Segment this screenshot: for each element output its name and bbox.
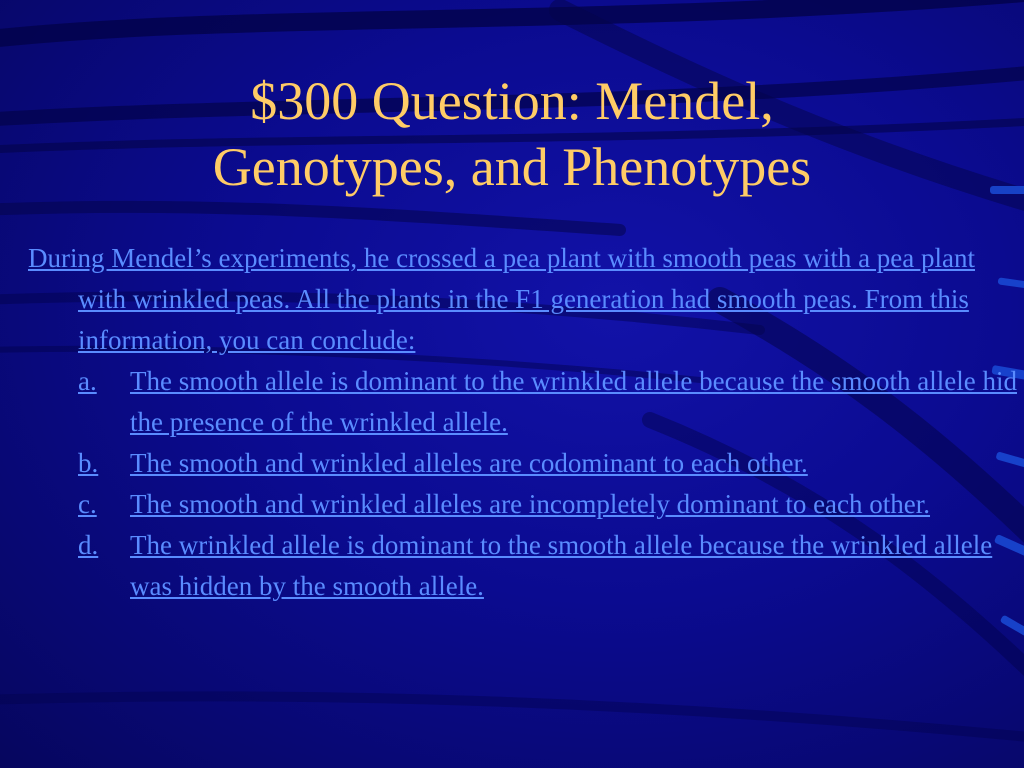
question-paragraph	[28, 238, 1018, 361]
option-b-letter[interactable]: b.	[78, 448, 99, 478]
option-c-text[interactable]: The smooth and wrinkled alleles are incompletely dominant to each other.	[130, 489, 931, 519]
answer-option-b	[78, 443, 1018, 484]
option-a-letter[interactable]: a.	[78, 366, 97, 396]
title-line-2: Genotypes, and Phenotypes	[212, 137, 812, 197]
question-body	[28, 238, 1018, 607]
option-d-text[interactable]: The wrinkled allele is dominant to the smooth allele because the wrinkled allele was hidden by the smooth allele.	[130, 530, 993, 601]
slide-title	[0, 68, 1024, 200]
answer-option-a	[78, 361, 1018, 443]
option-b-text[interactable]: The smooth and wrinkled alleles are codominant to each other.	[130, 448, 808, 478]
option-d-letter[interactable]: d.	[78, 530, 99, 560]
answer-option-d	[78, 525, 1018, 607]
question-link[interactable]: During Mendel’s experiments, he crossed a pea plant with smooth peas with a pea plant with wrinkled peas. All the plants in the F1 generation had smooth peas. From this information, you can conclude:	[28, 243, 976, 355]
option-c-letter[interactable]: c.	[78, 489, 97, 519]
answer-option-c	[78, 484, 1018, 525]
option-a-text[interactable]: The smooth allele is dominant to the wrinkled allele because the smooth allele hid the presence of the wrinkled allele.	[130, 366, 1018, 437]
title-line-1: $300 Question: Mendel,	[250, 71, 774, 131]
